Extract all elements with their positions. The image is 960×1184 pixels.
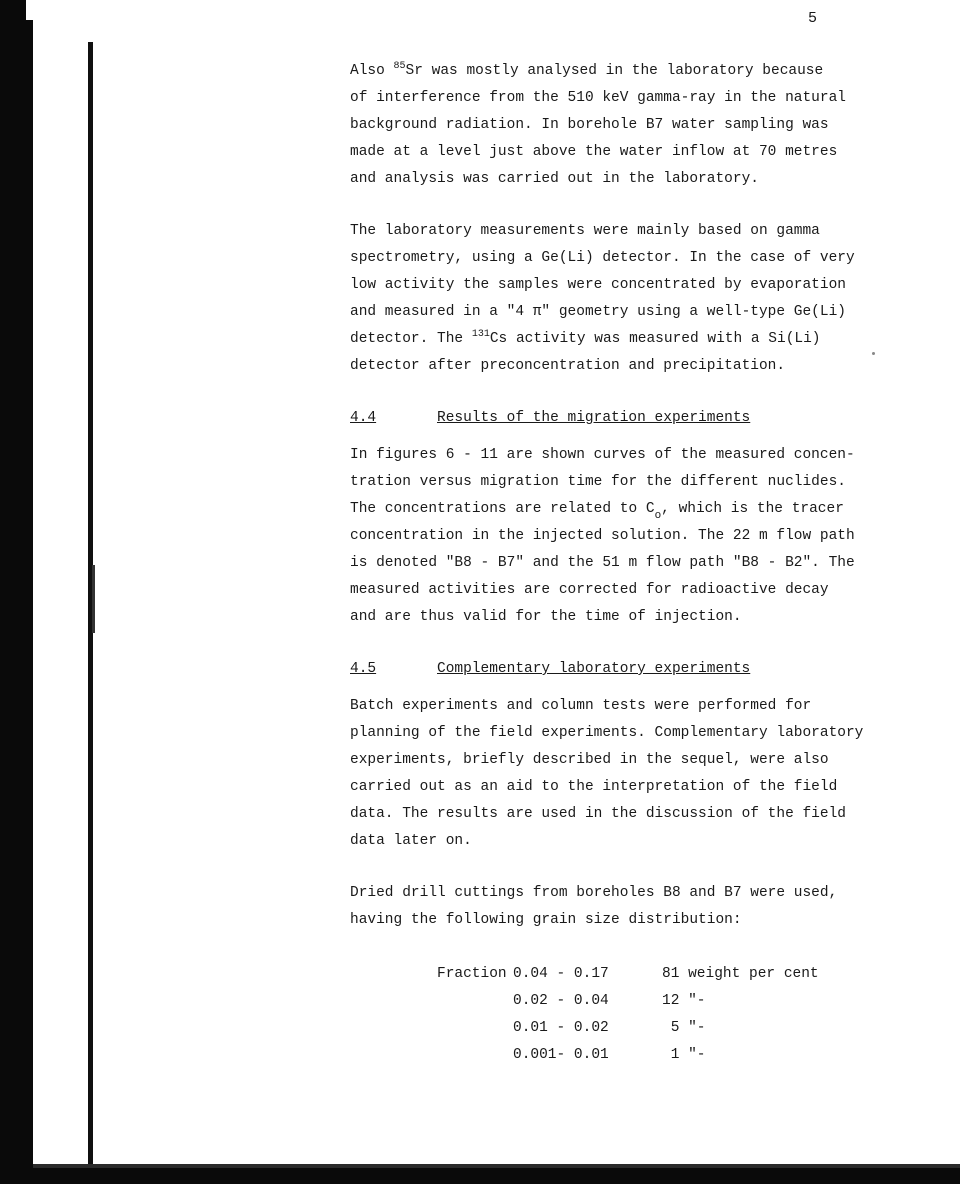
paragraph-1-line-3: background radiation. In borehole B7 water sampling was: [350, 117, 829, 133]
section-4-5-line-5: data. The results are used in the discussion of the field: [350, 806, 846, 822]
paragraph-5-line-2: having the following grain size distribution:: [350, 912, 742, 928]
section-title: Complementary laboratory experiments: [437, 661, 751, 677]
paragraph-2-line-2: spectrometry, using a Ge(Li) detector. In the case of very: [350, 250, 855, 266]
section-4-5-line-2: planning of the field experiments. Complementary laboratory: [350, 725, 864, 741]
section-4-5-line-4: carried out as an aid to the interpretation of the field: [350, 779, 838, 795]
section-4-4-line-2: tration versus migration time for the different nuclides.: [350, 474, 846, 490]
table-row-1-range: 0.04 - 0.17: [513, 966, 609, 982]
table-row-3-value: 5 "-: [662, 1020, 706, 1036]
paragraph-5-line-1: Dried drill cuttings from boreholes B8 and B7 were used,: [350, 885, 838, 901]
table-row-4-value: 1 "-: [662, 1047, 706, 1063]
section-title: Results of the migration experiments: [437, 410, 751, 426]
table-row-3-range: 0.01 - 0.02: [513, 1020, 609, 1036]
paragraph-1-line-5: and analysis was carried out in the laboratory.: [350, 171, 759, 187]
section-4-4-line-5: is denoted "B8 - B7" and the 51 m flow path "B8 - B2". The: [350, 555, 855, 571]
paragraph-1-line-1: Also $^{85}$Sr was mostly analysed in the laboratory because: [350, 61, 824, 79]
paragraph-2-line-4: and measured in a "4 π" geometry using a well-type Ge(Li): [350, 304, 846, 320]
section-4-5-line-6: data later on.: [350, 833, 472, 849]
table-row-1-value: 81 weight per cent: [662, 966, 819, 982]
table-label-fraction: Fraction: [437, 966, 507, 982]
isotope-mass-number: 85: [393, 61, 406, 72]
section-4-4-line-4: concentration in the injected solution. The 22 m flow path: [350, 528, 855, 544]
scan-border-notch: [26, 0, 36, 20]
scan-border-bottom: [0, 1168, 960, 1184]
section-4-5-line-3: experiments, briefly described in the sequel, were also: [350, 752, 829, 768]
subscript-zero: o: [654, 510, 662, 522]
page-number: 5: [808, 10, 818, 27]
paragraph-2-line-1: The laboratory measurements were mainly based on gamma: [350, 223, 820, 239]
section-4-4-line-1: In figures 6 - 11 are shown curves of the measured concen-: [350, 447, 855, 463]
section-4-4-heading: [350, 409, 750, 427]
scan-margin-mark: [92, 565, 95, 633]
section-4-5-line-1: Batch experiments and column tests were performed for: [350, 698, 812, 714]
section-4-4-line-7: and are thus valid for the time of injection.: [350, 609, 742, 625]
section-number: 4.4: [350, 410, 377, 426]
section-4-4-line-3: The concentrations are related to $C_o$, which is the tracer: [350, 501, 844, 522]
section-4-5-heading: [350, 660, 750, 678]
paragraph-1-line-4: made at a level just above the water inflow at 70 metres: [350, 144, 838, 160]
paragraph-2-line-3: low activity the samples were concentrated by evaporation: [350, 277, 846, 293]
isotope-mass-number: 131: [471, 329, 490, 340]
scan-border-left: [0, 0, 33, 1184]
paragraph-1-line-2: of interference from the 510 keV gamma-ray in the natural: [350, 90, 846, 106]
section-4-4-line-6: measured activities are corrected for radioactive decay: [350, 582, 829, 598]
section-number: 4.5: [350, 661, 377, 677]
table-row-2-value: 12 "-: [662, 993, 706, 1009]
paragraph-2-line-6: detector after preconcentration and precipitation.: [350, 358, 786, 374]
paragraph-2-line-5: detector. The $^{131}$Cs activity was measured with a Si(Li): [350, 329, 821, 347]
scan-speck: [872, 352, 875, 355]
table-row-2-range: 0.02 - 0.04: [513, 993, 609, 1009]
table-row-4-range: 0.001- 0.01: [513, 1047, 609, 1063]
